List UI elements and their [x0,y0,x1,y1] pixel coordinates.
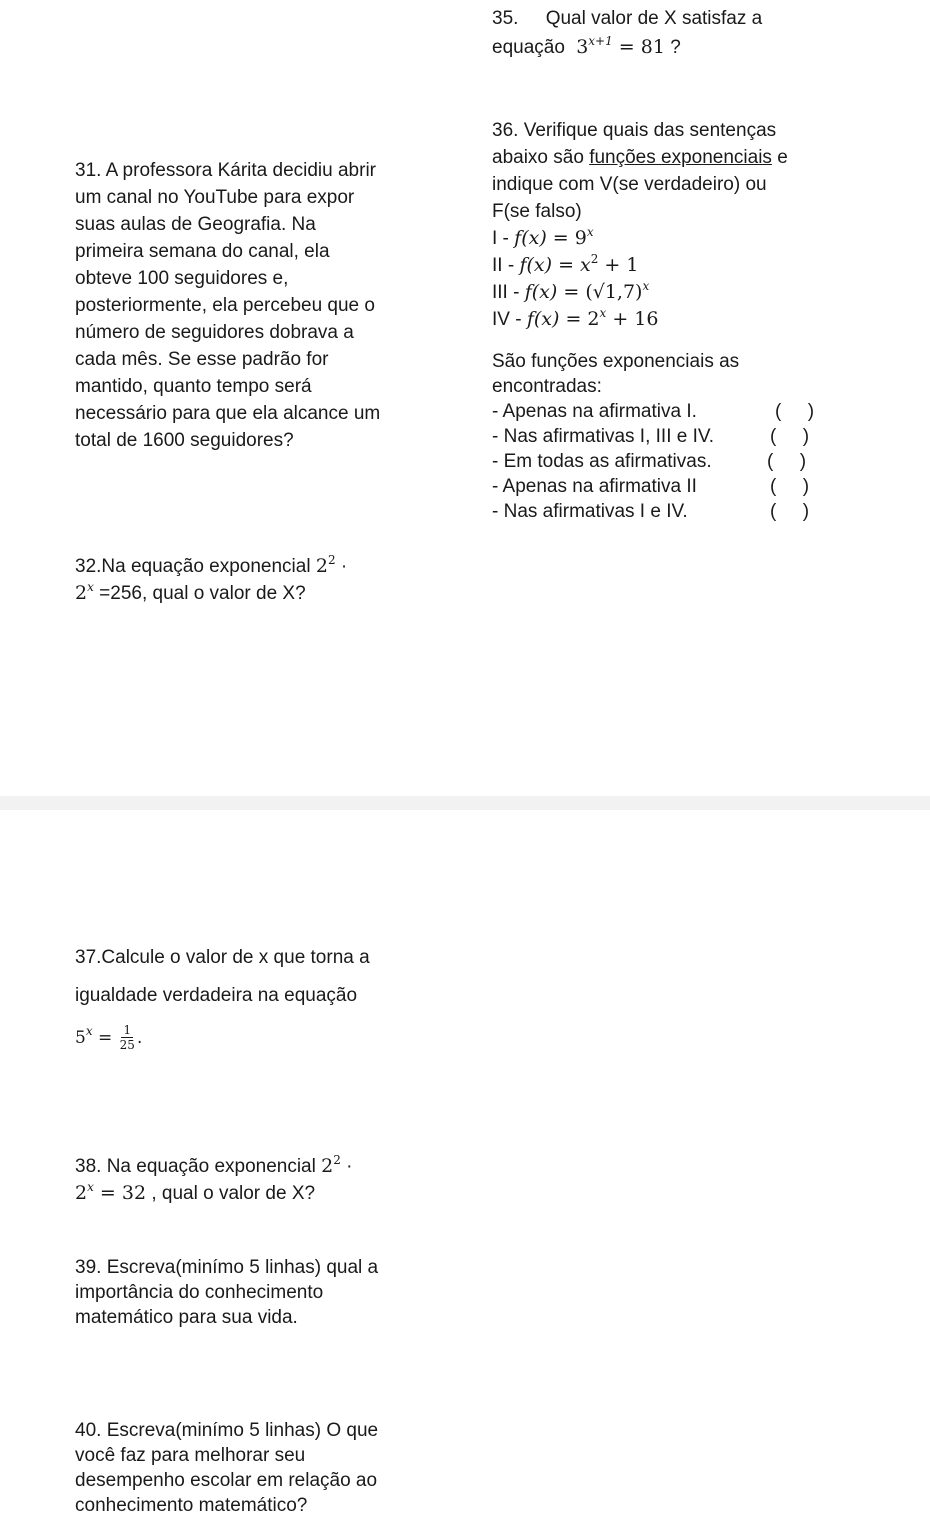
q36-option-5: - Nas afirmativas I e IV. ( ) [492,501,810,522]
q35-equation: $3^{x+1} = 81$ [576,34,665,58]
question-35 [492,5,762,61]
q36-item-4: IV - $f(x) = 2^x + 16$ [492,306,659,330]
q32-line1: 32.Na equação exponencial $2^2$ · [75,553,348,577]
q36-item-2: II - $f(x) = x^2 + 1$ [492,252,639,276]
q36-underlined-term: funções exponenciais [589,147,772,168]
q40-line: conhecimento matemático? [75,1495,308,1516]
q36-option-2: - Nas afirmativas I, III e IV. ( ) [492,426,810,447]
q36-option-2-box[interactable]: ( ) [770,426,810,447]
question-37 [75,939,370,1057]
q37-fraction: $\frac{1}{25}$ [119,1023,135,1053]
q40-line: você faz para melhorar seu [75,1445,306,1466]
q31-line: posteriormente, ela percebeu que o [75,295,375,316]
q31-line: total de 1600 seguidores? [75,430,294,451]
question-40 [75,1418,378,1518]
q31-line: necessário para que ela alcance um [75,403,381,424]
q39-line: 39. Escreva(minímo 5 linhas) qual a [75,1257,379,1278]
q36-option-3-box[interactable]: ( ) [767,451,807,472]
q36-line1: 36. Verifique quais das sentenças [492,120,777,141]
q35-line2 [492,34,762,61]
q31-line: mantido, quanto tempo será [75,376,312,397]
q36-option-4-box[interactable]: ( ) [770,476,810,497]
q31-line: 31. A professora Kárita decidiu abrir [75,160,377,181]
question-38 [75,1153,352,1207]
q40-line: desempenho escolar em relação ao [75,1470,378,1491]
q35-qmark: ? [664,37,681,58]
q39-line: matemático para sua vida. [75,1307,298,1328]
q35-number: 35. [492,8,519,29]
question-39 [75,1255,378,1330]
q36-line3: indique com V(se verdadeiro) ou [492,174,767,195]
q36-option-1: - Apenas na afirmativa I. ( ) [492,401,815,422]
q36-option-1-box[interactable]: ( ) [775,401,815,422]
q36-option-3: - Em todas as afirmativas. ( ) [492,451,807,472]
q37-equation: $5^x$ = $\frac{1}{25}$ . [75,1023,143,1053]
q36-option-5-box[interactable]: ( ) [770,501,810,522]
q35-line1 [492,5,762,32]
q36-item-3: III - $f(x) = (√1,7)^x$ [492,279,650,303]
q36-options [492,399,912,524]
q31-line: um canal no YouTube para expor [75,187,355,208]
q35-equacao-label: equação [492,37,565,58]
q36-answers-heading [492,349,912,399]
q37-line2: igualdade verdadeira na equação [75,985,358,1006]
q36-item-1: $I - f(x) = 9^x$ [492,225,594,249]
q38-line2: $2^x = 32$ , qual o valor de X? [75,1180,316,1204]
q36-line2: abaixo são funções exponenciais e [492,147,788,168]
q36-option-4: - Apenas na afirmativa II ( ) [492,476,810,497]
q39-line: importância do conhecimento [75,1282,324,1303]
page-divider [0,796,930,810]
q38-line1: 38. Na equação exponencial $2^2$ · [75,1153,353,1177]
q35-text: Qual valor de X satisfaz a [545,8,763,29]
q31-line: obteve 100 seguidores e, [75,268,289,289]
q32-line2: $2^x =256$, qual o valor de X? [75,580,306,604]
q40-line: 40. Escreva(minímo 5 linhas) O que [75,1420,379,1441]
q31-line: primeira semana do canal, ela [75,241,330,262]
q31-line: suas aulas de Geografia. Na [75,214,316,235]
q37-line1: 37.Calcule o valor de x que torna a [75,947,370,968]
question-32 [75,553,347,607]
q31-line: cada mês. Se esse padrão for [75,349,329,370]
question-31 [75,157,380,454]
q36-answers-heading-line2: encontradas: [492,376,602,397]
q36-line4: F(se falso) [492,201,582,222]
q31-line: número de seguidores dobrava a [75,322,354,343]
q36-answers-heading-line1: São funções exponenciais as [492,351,740,372]
question-36 [492,117,912,524]
